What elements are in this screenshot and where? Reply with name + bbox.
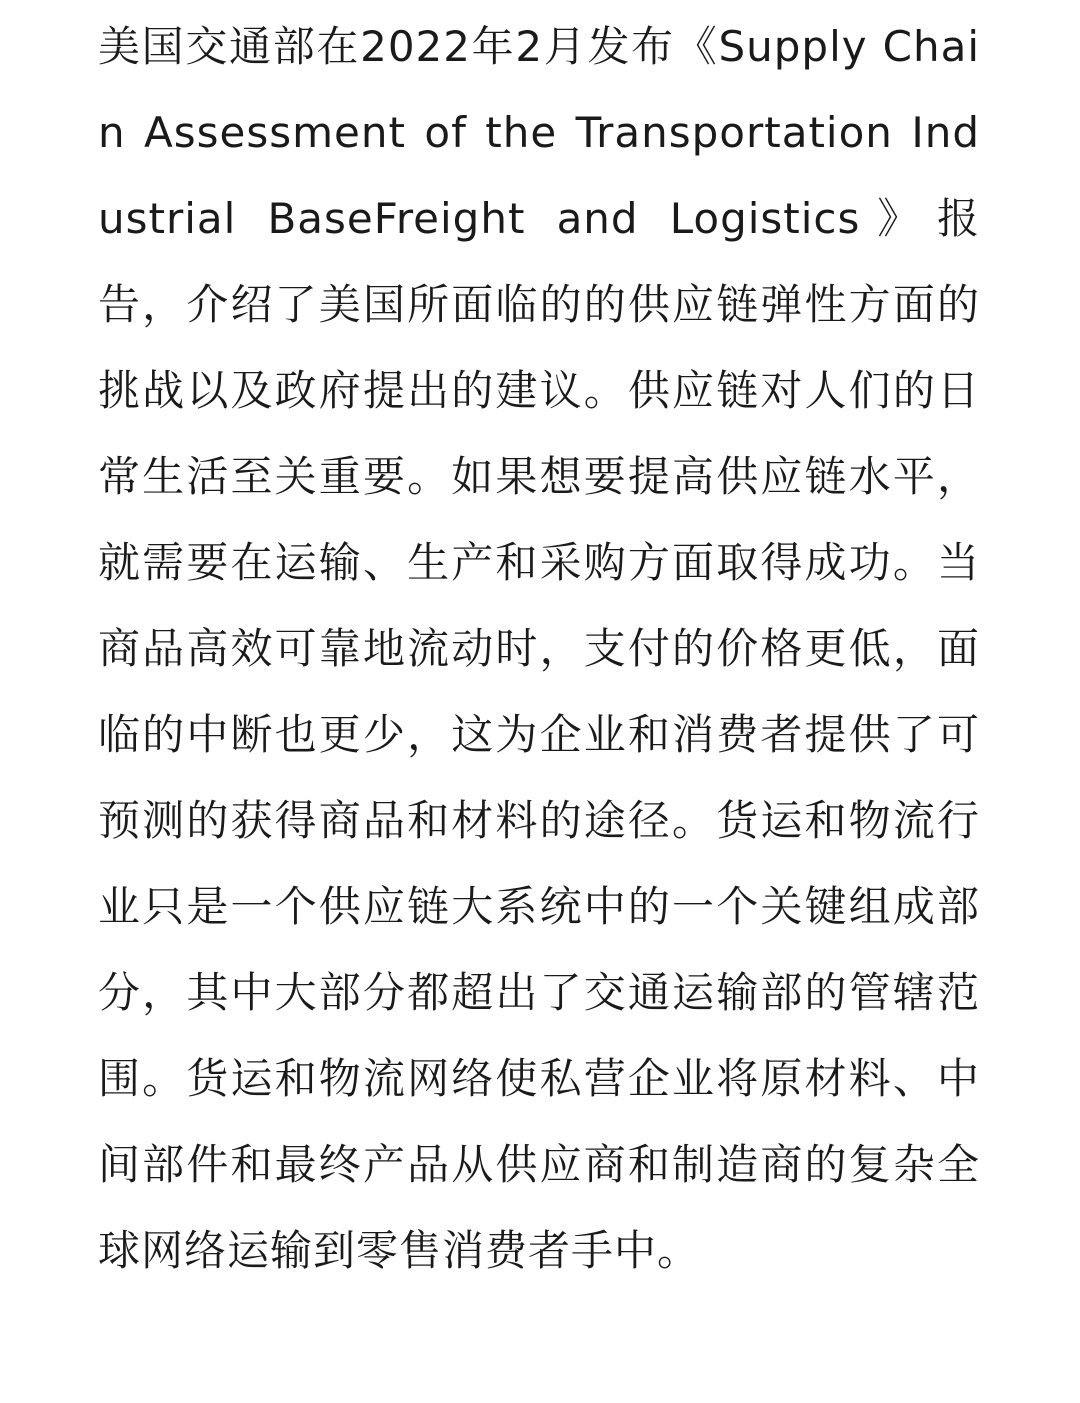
article-paragraph: 美国交通部在2022年2月发布《Supply Chain Assessment of the Transportation Industrial BaseFreight and Logistics》报告，介绍了美国所面临的的供应链弹性方面的挑战以及政府提出的建议。供应链对人们的日常生活至关重要。如果想要提高供应链水平，就需要在运输、生产和采购方面取得成功。当商品高效可靠地流动时，支付的价格更低，面临的中断也更少，这为企业和消费者提供了可预测的获得商品和材料的途径。货运和物流行业只是一个供应链大系统中的一个关键组成部分，其中大部分都超出了交通运输部的管辖范围。货运和物流网络使私营企业将原材料、中间部件和最终产品从供应商和制造商的复杂全球网络运输到零售消费者手中。 <box>98 22 980 1275</box>
